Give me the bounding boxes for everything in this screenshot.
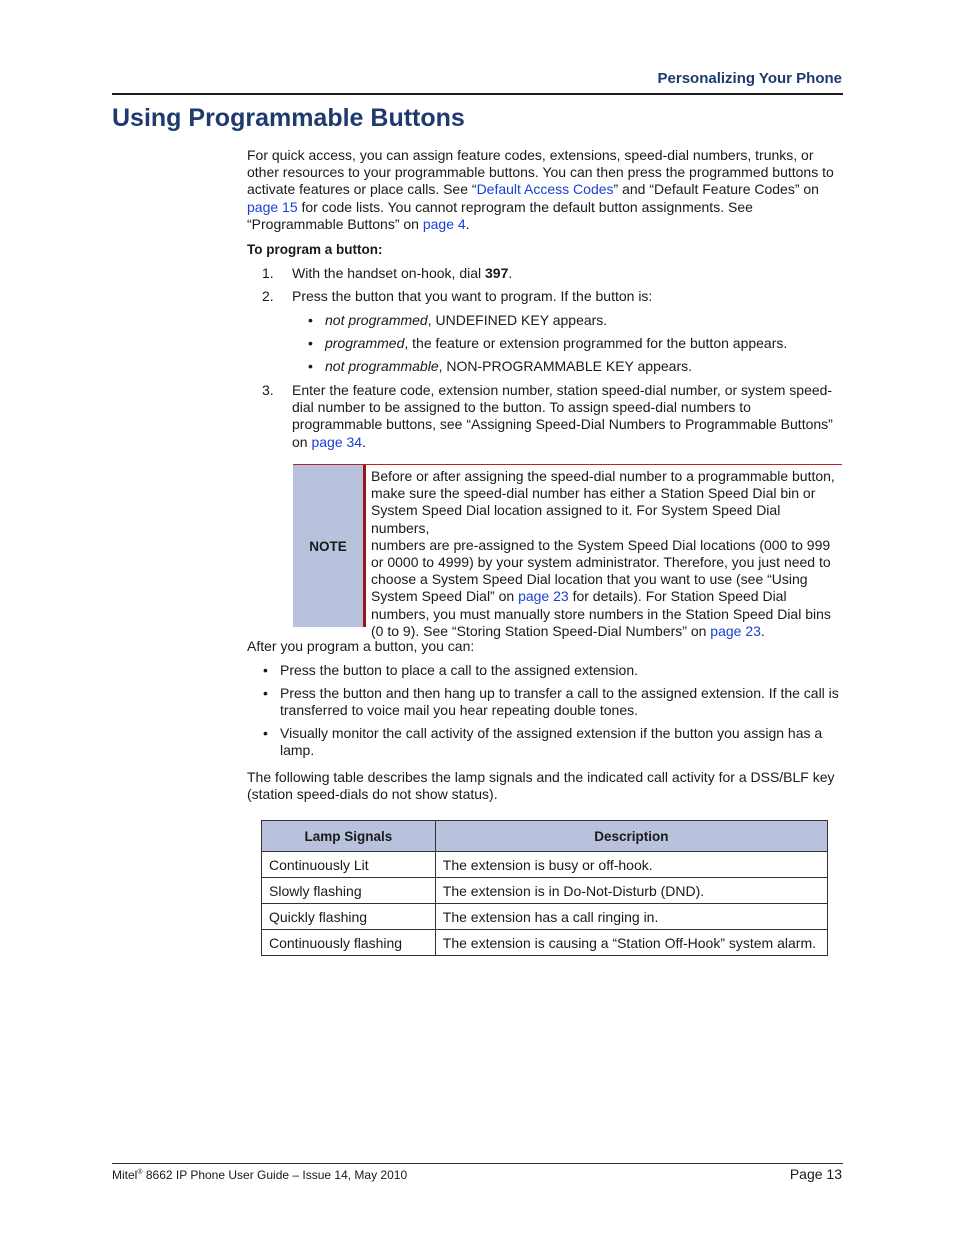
table-cell: Continuously flashing xyxy=(262,930,436,956)
list-item: • Visually monitor the call activity of the assigned extension if the button you assign has a lamp. xyxy=(263,725,823,759)
table-cell: Continuously Lit xyxy=(262,852,436,878)
link-default-access-codes[interactable]: Default Access Codes xyxy=(476,181,614,198)
list-item: • not programmable, NON-PROGRAMMABLE KEY appears. xyxy=(308,358,692,374)
list-item: • Press the button and then hang up to transfer a call to the assigned extension. If the call is transferred to voice mail you hear repeating double tones. xyxy=(263,685,839,719)
column-header: Description xyxy=(435,821,827,852)
note-box xyxy=(293,464,842,639)
link-page-23[interactable]: page 23 xyxy=(710,622,761,639)
running-header: Personalizing Your Phone xyxy=(657,70,842,87)
lamp-signals-table xyxy=(261,820,828,956)
list-item: • Press the button to place a call to the assigned extension. xyxy=(263,662,639,678)
intro-line: For quick access, you can assign feature codes, extensions, speed-dial numbers, trunks, or xyxy=(247,147,814,163)
table-row xyxy=(262,852,828,878)
bullet: • xyxy=(263,662,268,678)
table-cell: The extension is busy or off-hook. xyxy=(435,852,827,878)
intro-line: activate features or place calls. See “Default Access Codes” and “Default Feature Codes” on xyxy=(247,181,819,198)
bullet: • xyxy=(308,335,313,351)
note-top-rule xyxy=(293,464,842,465)
bullet: • xyxy=(308,312,313,328)
note-divider xyxy=(363,465,366,627)
table-cell: The extension is causing a “Station Off-Hook” system alarm. xyxy=(435,930,827,956)
intro-line: “Programmable Buttons” on page 4. xyxy=(247,215,470,232)
table-header-row xyxy=(262,821,828,852)
step-number: 2. xyxy=(262,288,274,304)
intro-line: page 15 for code lists. You cannot reprogram the default button assignments. See xyxy=(247,198,753,215)
footer-doc-title: Mitel® 8662 IP Phone User Guide – Issue 14, May 2010 xyxy=(112,1168,408,1182)
procedure-heading: To program a button: xyxy=(247,242,383,257)
after-paragraph: After you program a button, you can: xyxy=(247,638,475,654)
table-row xyxy=(262,878,828,904)
link-page-4[interactable]: page 4 xyxy=(422,215,466,232)
table-cell: Slowly flashing xyxy=(262,878,436,904)
page-title: Using Programmable Buttons xyxy=(112,104,465,132)
step-number: 3. xyxy=(262,382,274,398)
table-row xyxy=(262,904,828,930)
link-page-15[interactable]: page 15 xyxy=(247,198,298,215)
header-rule xyxy=(112,93,843,95)
step-3: 3. Enter the feature code, extension number, station speed-dial number, or system speed- dial number to be assigned to the button. To assign speed-dial numbers to programmable buttons, see “Assigning Speed-Dial Numbers to Programmable Buttons” on page 34. xyxy=(262,382,833,450)
dial-code: 397 xyxy=(485,265,509,281)
page-number: Page 13 xyxy=(789,1166,842,1182)
note-label: NOTE xyxy=(293,465,363,627)
footer-rule xyxy=(112,1163,843,1164)
intro-paragraph xyxy=(247,147,843,233)
table-row xyxy=(262,930,828,956)
intro-line: other resources to your programmable buttons. You can then press the programmed buttons to xyxy=(247,164,834,181)
link-page-23[interactable]: page 23 xyxy=(518,588,569,605)
table-cell: The extension has a call ringing in. xyxy=(435,904,827,930)
bullet: • xyxy=(263,725,268,741)
list-item: • not programmed, UNDEFINED KEY appears. xyxy=(308,312,608,328)
bullet: • xyxy=(263,685,268,701)
note-text: Before or after assigning the speed-dial number to a programmable button, make sure the speed-dial number has either a Station Speed Dial bin or System Speed Dial location assigned to it. For System Speed Dial numbers, numbers are pre-assigned to the System Speed Dial locations (000 to 999 or 0000 to 4999) by your system administrator. Therefore, you just need to choose a System Speed Dial location that you want to use (see “Using System Speed Dial” on page 23 for details). For Station Speed Dial numbers, you must manually store numbers in the Station Speed Dial bins (0 to 9). See “Storing Station Speed-Dial Numbers” on page 23. xyxy=(371,468,835,639)
step-number: 1. xyxy=(262,265,274,281)
table-intro: The following table describes the lamp signals and the indicated call activity for a DSS/BLF key (station speed-dials do not show status). xyxy=(247,769,835,803)
table-cell: Quickly flashing xyxy=(262,904,436,930)
list-item: • programmed, the feature or extension programmed for the button appears. xyxy=(308,335,788,351)
link-page-34[interactable]: page 34 xyxy=(311,433,363,450)
step-2: 2. Press the button that you want to program. If the button is: xyxy=(262,288,653,304)
column-header: Lamp Signals xyxy=(262,821,436,852)
bullet: • xyxy=(308,358,313,374)
table-cell: The extension is in Do-Not-Disturb (DND). xyxy=(435,878,827,904)
step-1: 1. With the handset on-hook, dial 397. xyxy=(262,265,513,281)
